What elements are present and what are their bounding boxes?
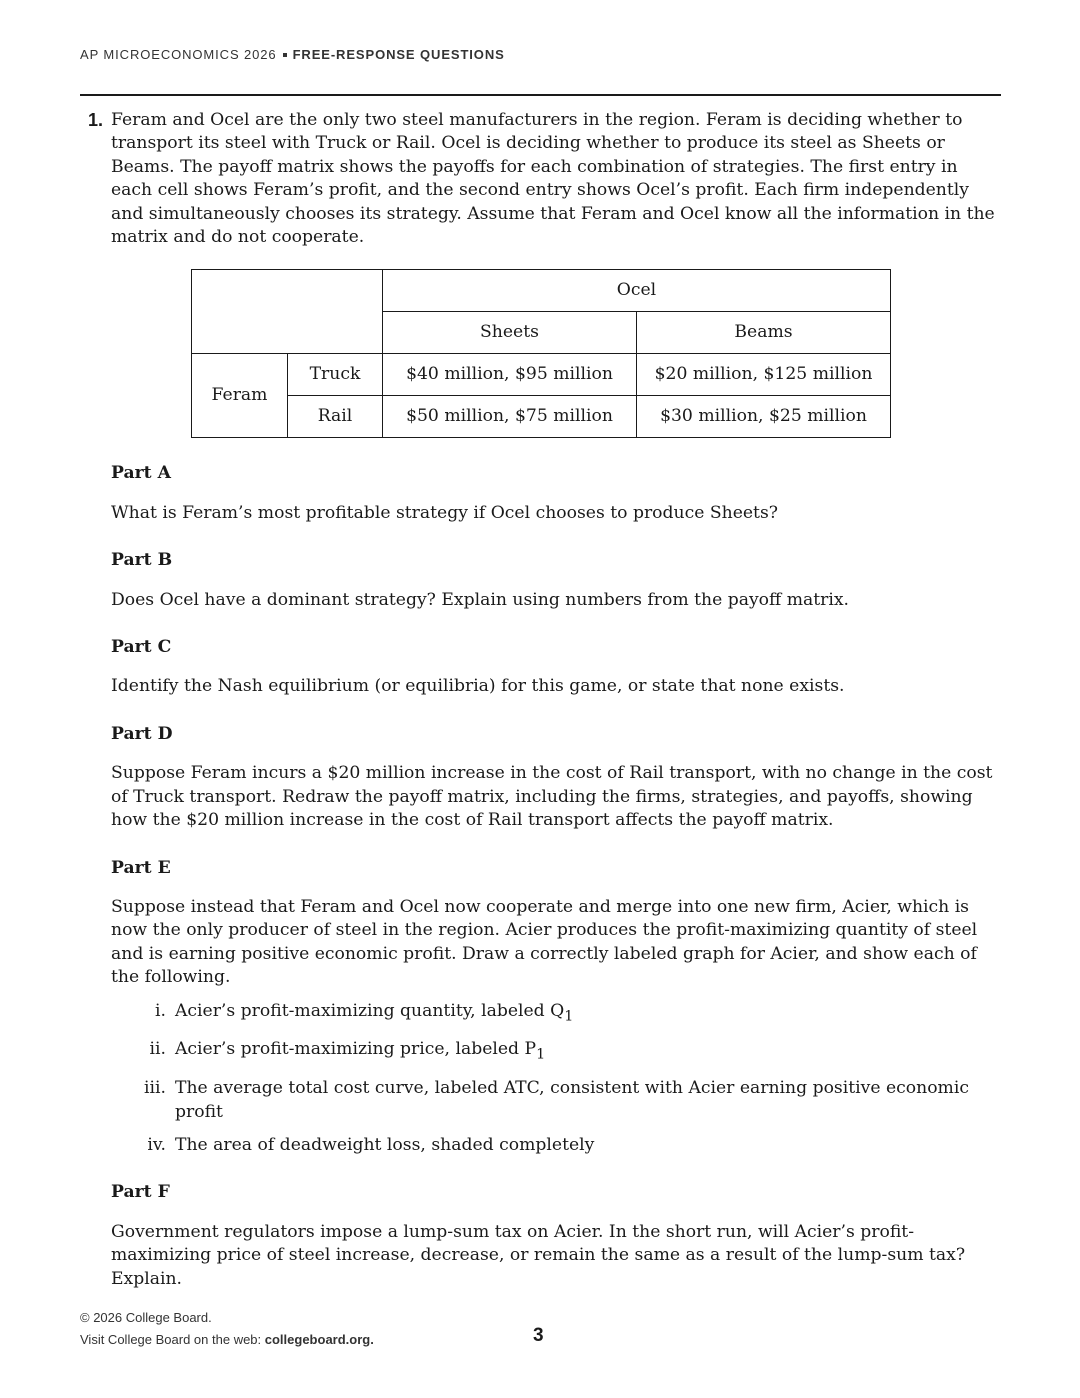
part-e-list bbox=[111, 1000, 1001, 1158]
list-item-text: The area of deadweight loss, shaded completely bbox=[175, 1135, 595, 1156]
matrix-row-player: Feram bbox=[192, 354, 288, 438]
list-item-number: iv. bbox=[147, 1135, 166, 1156]
page-number: 3 bbox=[533, 1325, 544, 1346]
part-f-text: Government regulators impose a lump-sum tax on Acier. In the short run, will Acier’s profit-maximizing price of steel increase, decrease, or remain the same as a result of the lump-sum tax? Explain. bbox=[111, 1221, 966, 1289]
matrix-corner-cell bbox=[192, 270, 383, 354]
list-item-text: Acier’s profit-maximizing price, labeled P bbox=[175, 1039, 537, 1060]
list-item-number: ii. bbox=[149, 1039, 166, 1060]
running-header bbox=[80, 47, 505, 62]
footer-visit-text: Visit College Board on the web: bbox=[80, 1332, 265, 1347]
list-item bbox=[111, 1000, 1001, 1029]
matrix-cell-truck-sheets: $40 million, $95 million bbox=[383, 354, 637, 396]
header-rule bbox=[80, 94, 1001, 96]
matrix-strategy-truck: Truck bbox=[288, 354, 383, 396]
part-b-text: Does Ocel have a dominant strategy? Explain using numbers from the payoff matrix. bbox=[111, 589, 850, 610]
matrix-strategy-rail: Rail bbox=[288, 396, 383, 438]
footer-website-link[interactable]: collegeboard.org. bbox=[264, 1332, 374, 1347]
list-item bbox=[111, 1077, 1001, 1124]
matrix-column-player: Ocel bbox=[383, 270, 891, 312]
matrix-cell-rail-sheets: $50 million, $75 million bbox=[383, 396, 637, 438]
footer-visit bbox=[80, 1329, 374, 1351]
part-a-text: What is Feram’s most profitable strategy if Ocel chooses to produce Sheets? bbox=[111, 502, 778, 523]
question-number: 1. bbox=[88, 110, 104, 130]
question-prompt: Feram and Ocel are the only two steel manufacturers in the region. Feram is deciding whether to transport its steel with Truck or Rail. Ocel is deciding whether to produce its steel as Sheets or Beams. The payoff matrix shows the payoffs for each combination of strategies. The first entry in each cell shows Feram’s profit, and the second entry shows Ocel’s profit. Each firm independently and simultaneously chooses its strategy. Assume that Feram and Ocel know all the information in the matrix and do not cooperate. bbox=[111, 110, 995, 248]
part-b-heading: Part B bbox=[111, 550, 173, 571]
header-section-title: FREE-RESPONSE QUESTIONS bbox=[292, 47, 505, 62]
header-separator bbox=[283, 53, 287, 57]
part-a-heading: Part A bbox=[111, 463, 171, 484]
part-e-text: Suppose instead that Feram and Ocel now cooperate and merge into one new firm, Acier, which is now the only producer of steel in the region. Acier produces the profit-maximizing quantity of steel and is earning positive economic profit. Draw a correctly labeled graph for Acier, and show each of the following. bbox=[111, 896, 978, 988]
list-item-subscript: 1 bbox=[536, 1046, 546, 1063]
list-item-text: Acier’s profit-maximizing quantity, labeled Q bbox=[175, 1000, 565, 1021]
matrix-cell-truck-beams: $20 million, $125 million bbox=[637, 354, 891, 396]
payoff-matrix bbox=[191, 269, 891, 438]
part-c-heading: Part C bbox=[111, 637, 172, 658]
list-item-number: iii. bbox=[144, 1078, 166, 1099]
list-item bbox=[111, 1038, 1001, 1067]
question-1 bbox=[80, 109, 1001, 1291]
part-c-text: Identify the Nash equilibrium (or equilibria) for this game, or state that none exists. bbox=[111, 676, 845, 697]
part-d-heading: Part D bbox=[111, 723, 173, 744]
part-f-heading: Part F bbox=[111, 1182, 170, 1203]
matrix-cell-rail-beams: $30 million, $25 million bbox=[637, 396, 891, 438]
part-e-heading: Part E bbox=[111, 857, 171, 878]
part-d-text: Suppose Feram incurs a $20 million increase in the cost of Rail transport, with no change in the cost of Truck transport. Redraw the payoff matrix, including the firms, strategies, and payoffs, showing how the $20 million increase in the cost of Rail transport affects the payoff matrix. bbox=[111, 763, 993, 831]
matrix-strategy-sheets: Sheets bbox=[383, 312, 637, 354]
list-item-subscript: 1 bbox=[564, 1007, 574, 1024]
header-course-title: AP MICROECONOMICS 2026 bbox=[80, 47, 277, 62]
footer bbox=[80, 1307, 374, 1351]
matrix-strategy-beams: Beams bbox=[637, 312, 891, 354]
question-content bbox=[80, 109, 1001, 1291]
footer-copyright: © 2026 College Board. bbox=[80, 1310, 212, 1325]
list-item-number: i. bbox=[155, 1000, 166, 1021]
list-item bbox=[111, 1134, 1001, 1157]
list-item-text: The average total cost curve, labeled ATC, consistent with Acier earning positive economic profit bbox=[175, 1078, 969, 1122]
